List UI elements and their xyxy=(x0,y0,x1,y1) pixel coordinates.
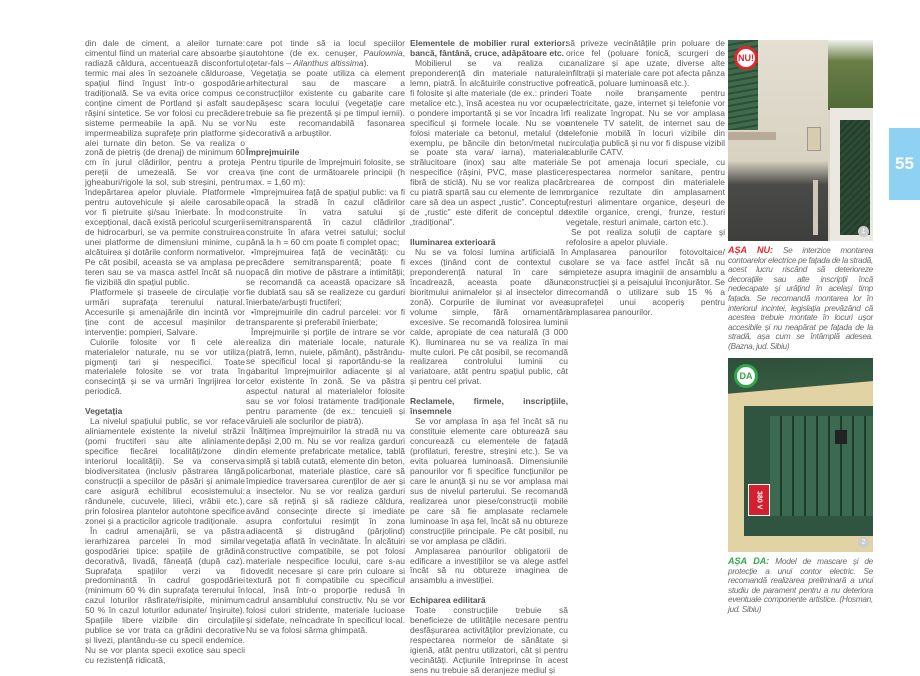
paragraph: La nivelul spațiului public, se vor reface aliniamentele existente la nivelul străzii (pomi fructiferi sau alte aliniamente specifice fiecărei localități/zone din interiorul localității). Se va conserva biodiversitatea (inclusiv păstrarea lângă construcții a speciilor de păsări și animale care asigură echilibrul ecosistemului: rândunele, cucuvele, lilieci, vrăbii etc.), prin folosirea plantelor autohtone specifice zonei și a practicilor agricole tradiționale. xyxy=(85,416,245,526)
paragraph: Amplasarea panourilor obligatorii de edificare a investițiilor se va alege astfel încât să nu obtureze imaginea de ansamblu a investiției. xyxy=(410,545,568,586)
badge-nu: NU! xyxy=(734,46,758,70)
paragraph: Vegetația se poate utiliza ca element arhitectural sau de mascare a construcțiilor existente cu gabarite care depășesc scara locului (vegetație care trebuie sa fie prezentă și pe timpul iernii). Nu este recomandabilă fasonarea decorativă a arbuștilor. xyxy=(246,67,405,138)
paragraph: •împrejmuirea față de vecinătăți: cu precădere semitransparentă; poate fi opacă din motive de păstrare a intimității; se recomandă ca această opacizare să fie dublată sau să se realizeze cu garduri înierbate/arbuști fructiferi; xyxy=(246,247,405,307)
section-heading: Elementele de mobilier rural exterior: bancă, fântână, cruce, adăpătoare etc. xyxy=(410,38,568,58)
paragraph: Amplasarea panourilor fotovoltaice/ solare se va face astfel încât să nu impieteze asupra imaginii de ansamblu a construcției și a peisajului înconjurător. Se recomandă o utilizare sub 15 % a suprafeței unui acoperiș pentru amplasarea panourilor. xyxy=(566,247,725,317)
species-name: Ailanthus altissima xyxy=(293,57,364,68)
caption-text: Model de mascare și de protecție a unui contor electric. Se recomandă realizarea preliminară a unui studiu de parament pentru a nu deteriora eventuale componente artistice. (Hosman, jud. Sibiu) xyxy=(728,556,873,614)
paragraph xyxy=(246,39,405,69)
paragraph: Toate construcțiile trebuie să beneficieze de utilitățile necesare pentru desfășurarea activităților previzionate, cu respectarea normelor de sănătate și igienă, atât pentru utilizatori, cât și pentru vecinătăți. Acțiunile întreprinse în acest sens nu trebuie să deranjeze mediul și xyxy=(410,605,568,675)
text-run: ). xyxy=(363,57,369,68)
paragraph: Mobilierul se va realiza cu preponderență din materiale naturale: lemn, piatră. În alcătuirile constructive pot fi folosite și alte materiale (de ex.: prinderi metalice etc.), însă acestea nu vor ocupa o pondere importantă și se vor încadra în specificul și formele locale. Nu se vor folosi materiale ca betonul, metalul (de exemplu, pe băncile din beton/metal nu se poate sta vara/ iarna), materiale strălucitoare (inox) sau alte materiale nespecifice (rășini, PVC, mase plastice, fibră de sticlă). Nu se vor realiza placări cu piatră spartă sau cu elemente de lemn care să dea un aspect „rustic”. Conceptul de „rustic” este diferit de conceptul de „tradițional”. xyxy=(410,57,568,228)
paragraph: Pentru tipurile de împrejmuiri folosite, se va ține cont de următoarele principii (h max. = 1,60 m): xyxy=(246,157,405,188)
section-heading: Echiparea edilitară xyxy=(410,595,486,606)
paragraph: •împrejmuirile din cadrul parcelei: vor fi transparente și preferabil înierbate; xyxy=(246,306,405,327)
caption-figure-1 xyxy=(728,246,873,352)
paragraph: •împrejmuirea față de spațiul public: va fi opacă la stradă în cazul clădirilor construite în vatra satului și semitransparentă în cazul clădirilor construite în afara vetrei satului; soclul până la h = 60 cm poate fi complet opac; xyxy=(246,187,405,248)
text-column-1 xyxy=(85,39,245,666)
voltage-sign: 380 V xyxy=(748,484,770,516)
text-column-4 xyxy=(566,39,725,318)
badge-da: DA xyxy=(734,364,758,388)
text-run: care pot tinde să ia locul speciilor autohtone (de ex. cenușer, xyxy=(246,38,405,58)
paragraph: Se pot amenaja locuri speciale, cu respectarea normelor sanitare, pentru crearea de compost din materialele organice rezultate din amplasament (resturi alimentare organice, deșeuri de textile organice, crengi, frunze, resturi vegetale, resturi animale, carton etc.). xyxy=(566,157,725,228)
paragraph: din dale de ciment, a aleilor turnate: cimentul fiind un material care absoarbe și radiază căldura, accentuează disconfortul termic mai ales în sezoanele călduroase, spațiul fiind îngust într-o gospodărie tradițională. Se va evita orice compus ce conține ciment de Portland și asfalt sau rășini sintetice. Se vor folosi cu precădere sisteme permeabile la apă. Nu se vor impermeabiliza suprafețe prin platforme și alei turnate din beton. Se va realiza o zonă de pietriș (de drenaj) de minimum 60 cm în jurul clădirilor, pentru a proteja pereții de umezeală. Se vor crea jgheaburi/rigole la sol, sub streșini, pentru îndepărtarea apelor pluviale. Platformele pentru autovehicule și aleile carosabile vor fi pietruite și/sau înierbate. În mod excepțional, dacă există pericolul scurgerii de hidrocarburi, se va permite construirea unei platforme de dimensiuni minime, cu alcătuirea și dotările conform normativelor. Pe cât posibil, aceasta se va amplasa pe teren sau se va masca astfel încât să nu fie vizibilă din spațiul public. xyxy=(85,38,245,287)
caption-label-nu: AȘA NU: xyxy=(728,245,774,255)
species-name: Paulownia xyxy=(363,47,403,58)
paragraph: să priveze vecinătățile prin poluare de orice fel (poluare fonică, scurgeri de canalizare și ape uzate, diverse alte infiltrații și materiale care pot afecta pânza freatică, poluare luminoasă etc.). xyxy=(566,38,725,88)
caption-text: Se interzice montarea contoarelor electrice pe fațada de la stradă, acest lucru riscând să deterioreze decorațiile sau alte inscripții încă nedecapate și urâțind în același timp fațada. Se recomandă montarea lor în interiorul incintei, legislația prevăzând că acestea trebuie montate în locuri ușor accesibile și nu neapărat pe fațada de la stradă, așa cum se întâmplă adesea. (Bazna, jud. Sibiu) xyxy=(728,245,874,351)
caption-figure-2 xyxy=(728,557,873,615)
photo-facade-electric-meter xyxy=(728,40,873,241)
paragraph: Se vor amplasa în așa fel încât să nu constituie elemente care obturează sau concurează cu elementele de fațadă (profilaturi, ferestre, streșini etc.). Se va evita poluarea luminoasă. Dimensiunile panourilor vor fi specifice funcțiunilor pe care le anunță și nu se vor amplasa mai sus de nivelul parterului. Se recomandă realizarea unor piese/construcții mobile pe care să fie amplasate reclamele luminoase în așa fel, încât să nu obtureze construcțiile principale. Pe cât posibil, nu se vor amplasa pe clădiri. xyxy=(410,416,568,546)
paragraph: Culorile folosite vor fi cele ale materialelor naturale, nu se vor utiliza pigmenți tari și nespecifici. Toate materialele folosite se vor trata în consecință și se va urmări îngrijirea lor periodică. xyxy=(85,336,245,397)
section-heading: Vegetația xyxy=(85,406,123,417)
page-number-tab: 55 xyxy=(889,128,920,200)
section-heading: Împrejmuirile xyxy=(246,147,300,158)
paragraph: Platformele și traseele de circulație vor urmări suprafața terenului natural. Accesurile și amenajările din incintă vor ține cont de accesul mașinilor de intervenție: pompieri, Salvare. xyxy=(85,286,245,337)
paragraph: Nu se va folosi lumina artificială în exces (ținând cont de contextul cu preponderență natural în care se încadrează, aceasta poate dăuna bioritmului animalelor și al insectelor din zonă). Corpurile de iluminat vor avea volume simple, fără ornamentări excesive. Se recomandă folosirea luminii calde, apropiate de cea naturală (3 000 K). Iluminarea nu se va realiza în mai multe culori. Pe cât posibil, se recomandă realizarea controlului luminii cu variatoare, atât pentru spațiul public, cât și pentru cel privat. xyxy=(410,247,568,387)
section-heading: Iluminarea exterioară xyxy=(410,237,496,248)
text-column-3 xyxy=(410,39,568,676)
figure-number-2: 2 xyxy=(858,537,869,548)
figure-number-1: 1 xyxy=(858,226,869,237)
paragraph: Toate noile branșamente pentru electricitate, gaze, internet și telefonie vor fi realizate îngropat. Nu se vor amplasa antenele TV satelit, de internet sau de telefonie mobilă în locuri vizibile din circulația publică și nu vor fi dispuse vizibil cablurile CATV. xyxy=(566,87,725,158)
paragraph: Se pot realiza soluții de captare și refolosire a apelor pluviale. xyxy=(566,227,725,248)
caption-label-da: AȘA DA: xyxy=(728,556,770,566)
text-column-2 xyxy=(246,39,405,636)
paragraph: În cadrul amenajării, se va păstra ierarhizarea parcelei în mod similar gospodăriei tipice: spațiile de grădină decorativă, livadă, fâneață (după caz). Suprafața spațiilor verzi va fi predominantă în cadrul gospodăriei (minimum 60 % din suprafața terenului în cazul loturilor răsfirate/risipite, minimum 50 % în cazul loturilor adunate/ înșiruite). Spațiile libere vizibile din circulațiile publice se vor trata ca grădini decorative și livezi, plantându-se cu specii endemice. Nu se vor planta specii exotice sau specii cu rezistență ridicată, xyxy=(85,525,245,666)
paragraph: Înălțimea împrejmuirilor la stradă nu va depăși 2,00 m. Nu se vor realiza garduri din elemente prefabricate metalice, tablă simplă și tablă cutată, elemente din beton, policarbonat, materiale plastice, care să împiedice traversarea curenților de aer și a insectelor. Nu se vor realiza garduri care să rețină și să radieze căldura, având consecințe directe și imediate asupra confortului resimțit în zona adiacentă și distrugând (pârjolind) vegetația aflată în vecinătate. În alcătuiri constructive compatibile, se pot folosi materiale nespecifice locului, care s-au dovedit necesare și care prin culoare si textură pot fi compatibile cu specificul local, însă într-o proporție redusă în cadrul ansamblului constructiv. Nu se vor folosi culori stridente, materiale lucioase și sidefate, neîncadrate în specificul local. Nu se va folosi sârma ghimpată. xyxy=(246,426,405,636)
paragraph: Împrejmuirile și porțile de intrare se vor realiza din materiale locale, naturale (piatră, lemn, nuiele, pământ), păstrându-se specificul local și raportându-se la gabaritul împrejmuirilor adiacente și al celor existente în zonă. Se va păstra aspectul natural al materialelor folosite sau se vor folosi tratamente tradiționale pentru paramente (de ex.: tencuieli și văruieli ale soclurilor de piatră). xyxy=(246,326,405,427)
section-heading: Reclamele, firmele, inscripțiile, însemnele xyxy=(410,396,568,417)
photo-masked-electric-meter xyxy=(728,358,873,552)
text-run: , oțetar-fals – xyxy=(246,47,405,68)
